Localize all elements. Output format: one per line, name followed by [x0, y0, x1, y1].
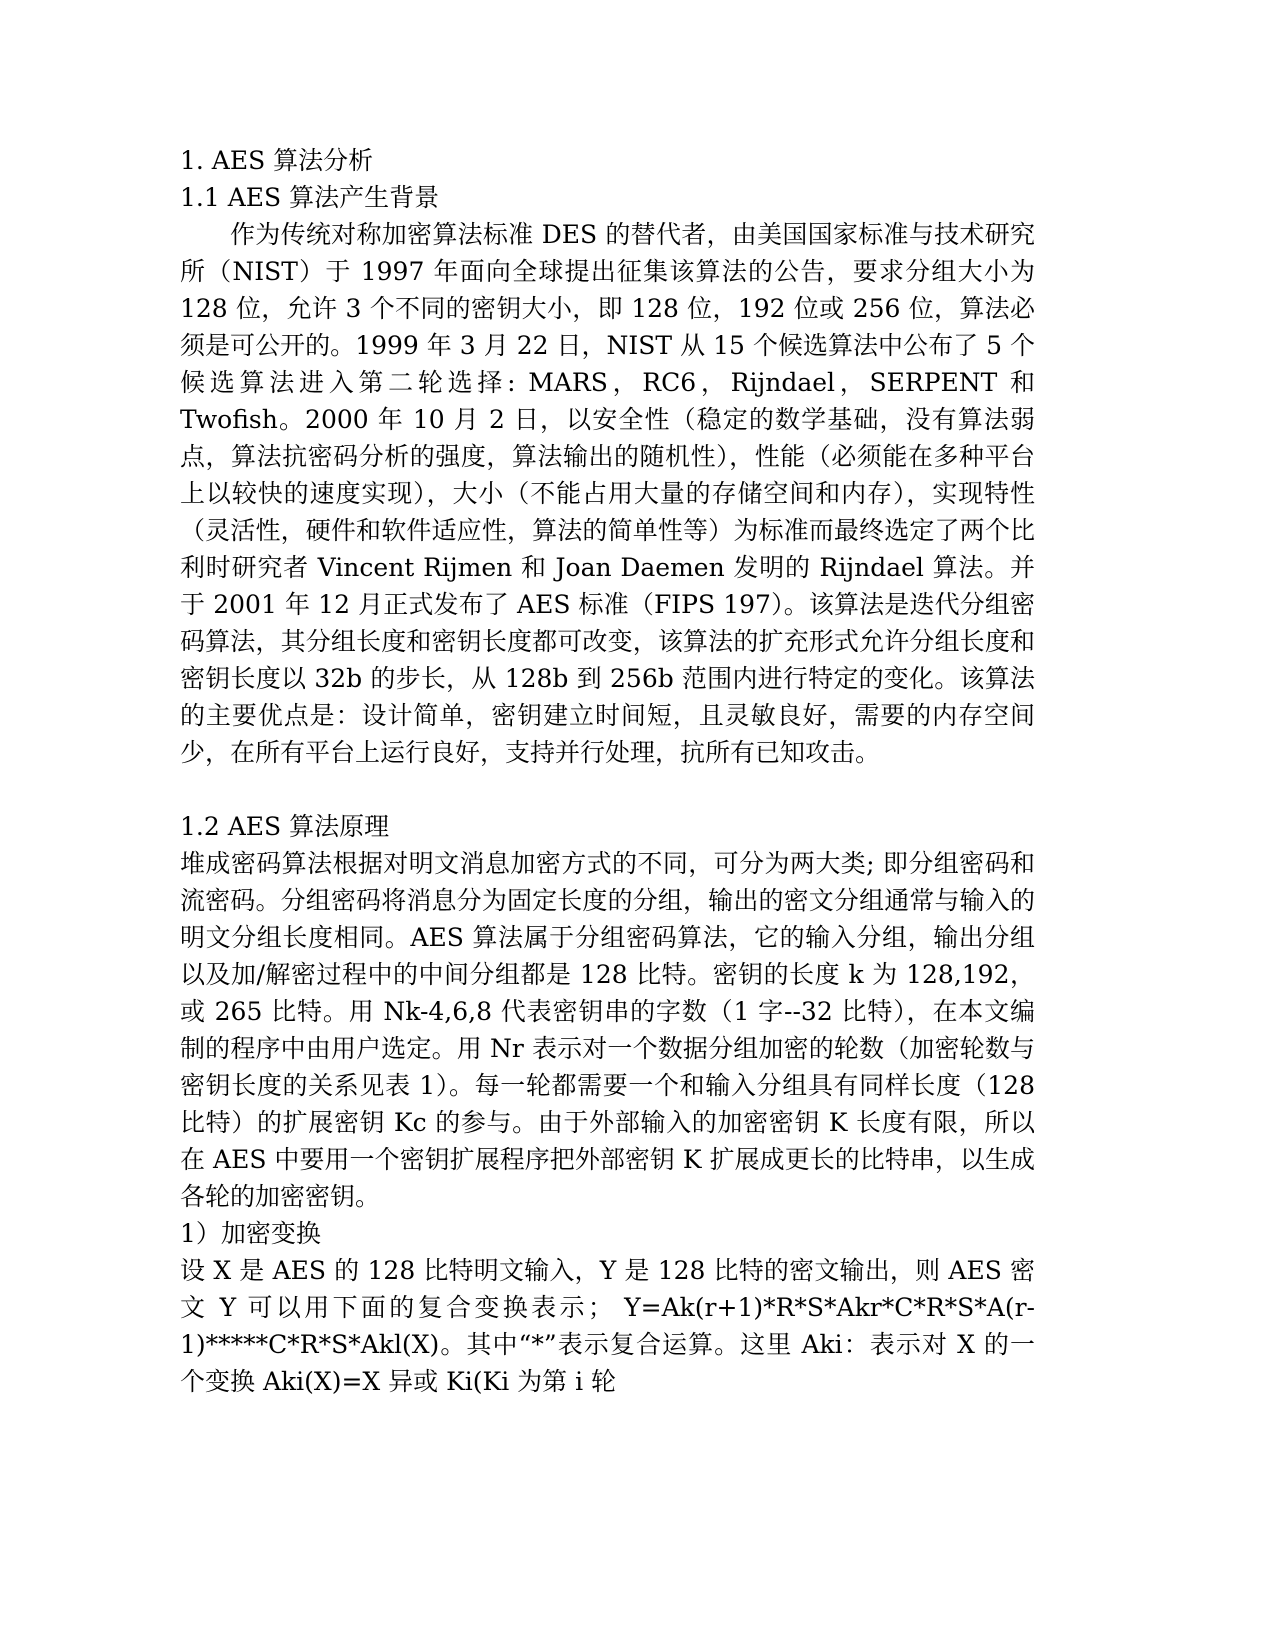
principle-paragraph: 堆成密码算法根据对明文消息加密方式的不同，可分为两大类; 即分组密码和流密码。分组密码将消息分为固定长度的分组，输出的密文分组通常与输入的明文分组长度相同。AES 算法属于分组密码算法，它的输入分组，输出分组以及加/解密过程中的中间分组都是 128 比特。密钥的长度 k 为 128,192，或 265 比特。用 Nk-4,6,8 代表密钥串的字数（1 字--32 比特），在本文编制的程序中由用户选定。用 Nr 表示对一个数据分组加密的轮数（加密轮数与密钥长度的关系见表 1）。每一轮都需要一个和输入分组具有同样长度（128 比特）的扩展密钥 Kc 的参与。由于外部输入的加密密钥 K 长度有限，所以在 AES 中要用一个密钥扩展程序把外部密钥 K 扩展成更长的比特串，以生成各轮的加密密钥。 — [180, 849, 1035, 1211]
document-page — [180, 142, 1035, 1400]
background-paragraph: 作为传统对称加密算法标准 DES 的替代者，由美国国家标准与技术研究所（NIST）于 1997 年面向全球提出征集该算法的公告，要求分组大小为 128 位，允许 3 个不同的密钥大小，即 128 位，192 位或 256 位，算法必须是可公开的。1999 年 3 月 22 日，NIST 从 15 个候选算法中公布了 5 个候选算法进入第二轮选择: MARS，RC6，Rijndael，SERPENT 和 Twofish。2000 年 10 月 2 日，以安全性（稳定的数学基础，没有算法弱点，算法抗密码分析的强度，算法输出的随机性），性能（必须能在多种平台上以较快的速度实现），大小（不能占用大量的存储空间和内存），实现特性（灵活性，硬件和软件适应性，算法的简单性等）为标准而最终选定了两个比利时研究者 Vincent Rijmen 和 Joan Daemen 发明的 Rijndael 算法。并于 2001 年 12 月正式发布了 AES 标准（FIPS 197）。该算法是迭代分组密码算法，其分组长度和密钥长度都可改变，该算法的扩充形式允许分组长度和密钥长度以 32b 的步长，从 128b 到 256b 范围内进行特定的变化。该算法的主要优点是：设计简单，密钥建立时间短，且灵敏良好，需要的内存空间少，在所有平台上运行良好，支持并行处理，抗所有已知攻击。 — [180, 220, 1035, 767]
section-title: 1. AES 算法分析 — [180, 146, 374, 175]
encryption-transform-paragraph: 设 X 是 AES 的 128 比特明文输入，Y 是 128 比特的密文输出，则 AES 密文 Y 可以用下面的复合变换表示； Y=Ak(r+1)*R*S*Akr*C*R*S*A(r-1)*****C*R*S*Akl(X)。其中“*”表示复合运算。这里 Aki：表示对 X 的一个变换 Aki(X)=X 异或 Ki(Ki 为第 i 轮 — [180, 1256, 1035, 1396]
subsection-title-background: 1.1 AES 算法产生背景 — [180, 183, 440, 212]
encryption-transform-title: 1）加密变换 — [180, 1219, 321, 1248]
paragraph-spacer — [180, 771, 1035, 808]
subsection-title-principle: 1.2 AES 算法原理 — [180, 812, 390, 841]
